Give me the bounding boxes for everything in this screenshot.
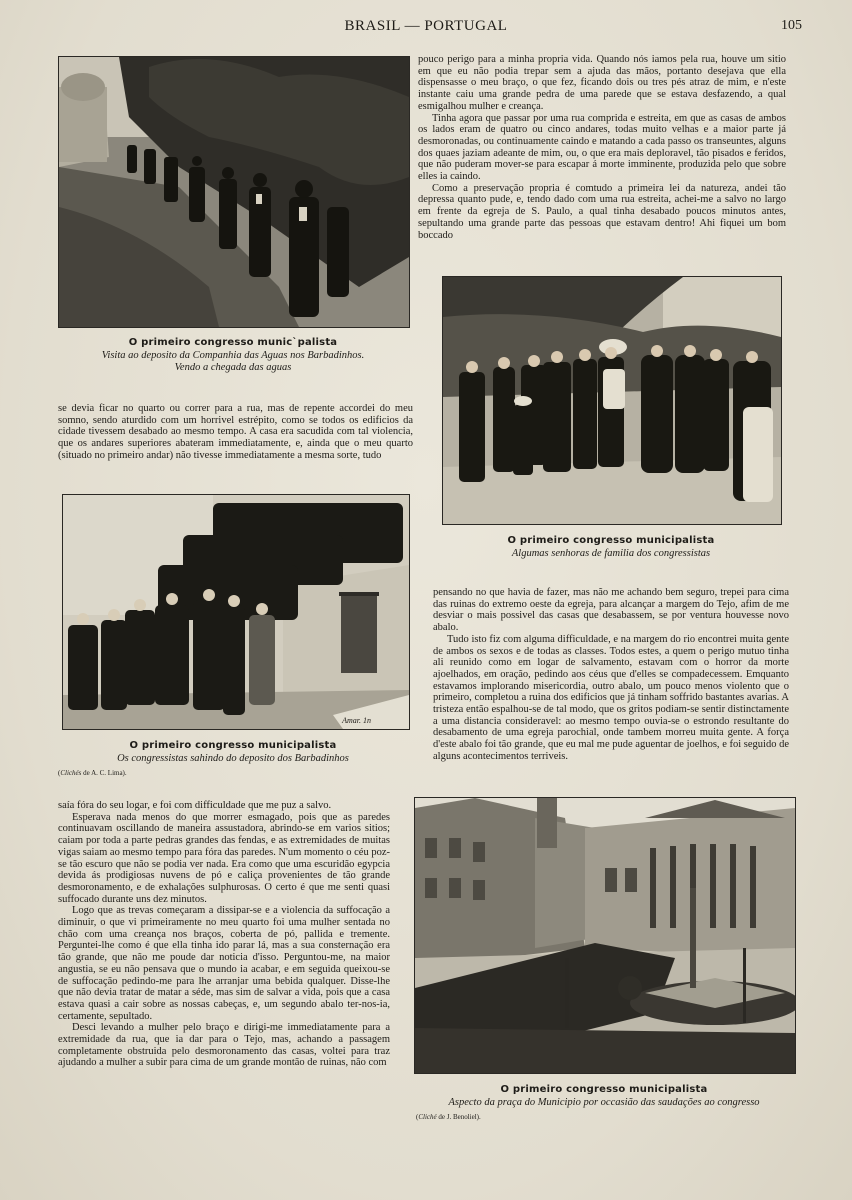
credit-label: Clichés [60, 769, 82, 777]
photo-praca [414, 797, 796, 1074]
running-title: BRASIL — PORTUGAL [344, 18, 508, 34]
paragraph: Tudo isto fiz com alguma difficuldade, e na margem do rio encontrei muita gente de ambos os sexos e de todas as classes. Todos estes, a quem o perigo mutuo tinha ali reunido como em logar de salvamento, estavam com o horror da morte ajoelhados, em oração, pedindo aos céus que d'elles se compadecessem. Emquanto estavamos implorando misericordia, outro abalo, um pouco menos violento que o primeiro, completou a ruina dos edificios que já tinham soffrido bastantes avarias. A tristeza então espalhou-se de tal modo, que os gritos podiam-se sentir distinctamente a uma distancia consideravel: ao mesmo tempo ouvia-se o estrondo resultante do desabamento de uma egreja parochial, onde tambem morreu muita gente. A força d'este abalo foi tão grande, que eu mal me pude aguentar de joelhos, e foi seguido de alguns acontecimentos terriveis. [433, 633, 789, 762]
paragraph: se devia ficar no quarto ou correr para a rua, mas de repente accordei do meu somno, sendo aturdido com um horrivel estrépito, como se todos os edificios da cidade tivessem desabado ao mesmo tempo. A casa era sacudida com tal violencia, que os andares superiores abateram immediatamente, e, ainda que o meu quarto (situado no primeiro andar) não tivesse immediatamente a mesma sorte, tudo [58, 403, 413, 461]
credit-prefix: ( [58, 769, 61, 777]
page-number: 105 [781, 18, 802, 33]
caption-sub-praca: Aspecto da praça do Municipio por occasião das saudações ao congresso [448, 1097, 760, 1108]
column-left-middle [58, 403, 413, 462]
caption-sub-aguas-1: Visita ao deposito da Companhia das Aguas nos Barbadinhos. [101, 350, 365, 361]
credit-label: Cliché [418, 1113, 437, 1121]
credit-author: de J. Benoliel). [438, 1113, 481, 1121]
photo-escadaria [62, 494, 410, 730]
paragraph: Esperava nada menos do que morrer esmagado, pois que as paredes continuavam oscillando de maneira assustadora, abrindo-se em varios sitios; caiam por toda a parte pedras grandes das fendas, e as extremidades de muitas vigas saiam ao mesmo tempo para fóra das paredes. N'um momento o céu poz-se tão escuro que não se podia ver nada. Era como que uma escuridão egypcia devida ás prodigiosas nuvens de pó e caliça provenientes de tão grande desmoronamento, e de exhalações sulphurosas. O certo é que me senti quasi suffocado durante uns dez minutos. [58, 811, 390, 905]
paragraph: saía fóra do seu logar, e foi com difficuldade que me puz a salvo. [58, 800, 332, 811]
caption-title-praca: O primeiro congresso municipalista [500, 1084, 708, 1095]
credit-author: de A. C. Lima). [83, 769, 127, 777]
paragraph: Tinha agora que passar por uma rua comprida e estreita, em que as casas de ambos os lados eram de quatro ou cinco andares, todas muito velhas e a maior parte já desmoronadas, ou continuamente caindo e matando a cada passo os transeuntes, alguns dos quaes jaziam adeante de mim, ou, o que era mais deploravel, tão pisados e feridos, que não puderam mover-se para escapar á morte imminente, produzida pelo que sobre elles ia caindo. [418, 112, 786, 183]
paragraph: Desci levando a mulher pelo braço e dirigi-me immediatamente para a extremidade da rua, que ia dar para o Tejo, mas, achando a passagem completamente obstruida pelo desmoronamento das casas, voltei para traz ajudando a mulher a subir para cima de um grande montão de ruinas, não com [58, 1022, 390, 1069]
caption-title-aguas: O primeiro congresso munic`palista [128, 337, 338, 348]
caption-sub-senhoras: Algumas senhoras de familia dos congressistas [511, 548, 711, 559]
paragraph: pouco perigo para a minha propria vida. Quando nós iamos pela rua, houve um sitio em que eu não podia trepar sem a ajuda das mãos, portanto desejava que ella dispensasse o meu braço, o que fez, ficando dois ou tres pés atraz de mim, e n'este instante caiu uma grande pedra de uma parede que se estava desfazendo, a qual esmigalhou mulher e creança. [418, 54, 786, 112]
credit-prefix: ( [416, 1113, 419, 1121]
column-top-right [418, 54, 786, 241]
caption-title-senhoras: O primeiro congresso municipalista [507, 535, 715, 546]
paragraph: Logo que as trevas começaram a dissipar-se e a violencia da suffocação a diminuir, o que vi primeiramente no meu quarto foi uma mulher sentada no chão com uma creança nos braços, coberta de pó, pallida e tremente. Perguntei-lhe como é que ella tinha ido parar lá, mas a sua consternação era tão grande, que não me poude dar noticia d'isso. Perguntou-me, na maior angustia, se eu não pensava que o mundo ia acabar, e em seguida queixou-se de suffocação pedindo-me para lhe arranjar uma bebida qualquer. Disse-lhe que não devia tratar de matar a séde, mas sim de salvar a vida, pois que a casa estava quasi a cair sobre as nossas cabeças, e, um segundo abalo ter-nos-ia, certamente, sepultado. [58, 905, 390, 1022]
photo-signature: Amar. 1n [342, 716, 371, 725]
caption-sub-escadaria: Os congressistas sahindo do deposito dos Barbadinhos [117, 753, 349, 764]
credit-escadaria [58, 769, 127, 777]
photo-aguas [58, 56, 410, 328]
caption-sub-aguas-2: Vendo a chegada das aguas [174, 362, 292, 373]
caption-title-escadaria: O primeiro congresso municipalista [129, 740, 337, 751]
paragraph: pensando no que havia de fazer, mas não me achando bem seguro, trepei para cima das ruinas do extremo oeste da egreja, para alcançar a margem do Tejo, afim de me desviar o mais possivel das casas que desabassem, se por ventura houvesse novo abalo. [433, 587, 789, 634]
paragraph: Como a preservação propria é comtudo a primeira lei da natureza, andei tão depressa quanto pude, e, tendo dado com uma rua estreita, achei-me a salvo no largo em frente da egreja de S. Paulo, a qual tinha desabado poucos minutos antes, sepultando uma grande parte das pessoas que estavam dentro! Ahi fiquei um bom boccado [418, 182, 786, 241]
photo-senhoras [442, 276, 782, 525]
column-left-bottom [58, 800, 390, 1069]
column-right-middle [433, 587, 789, 763]
credit-praca [416, 1113, 481, 1121]
